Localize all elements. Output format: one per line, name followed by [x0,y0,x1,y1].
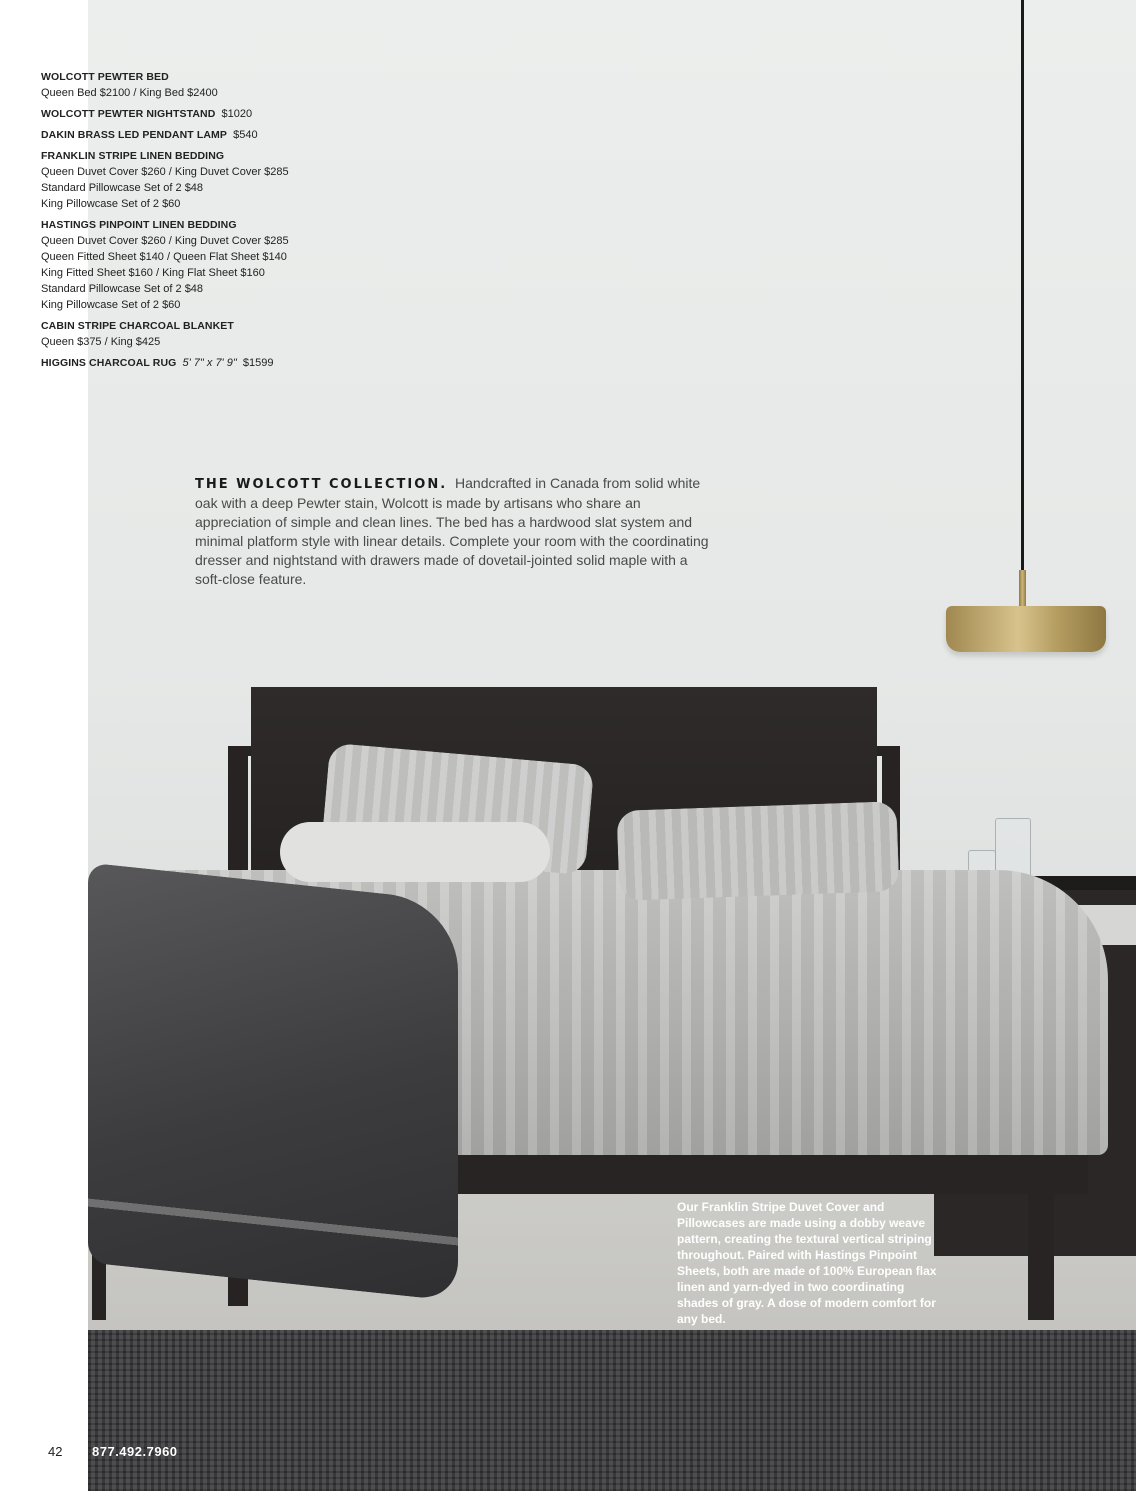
price-group [41,69,401,101]
collection-description: Handcrafted in Canada from solid white oak with a deep Pewter stain, Wolcott is made by artisans who share an appreciation of simple and clean lines. The bed has a hardwood slat system and minimal platform style with linear details. Complete your room with the coordinating dresser and nightstand with drawers made of dovetail-jointed solid maple with a soft-close feature. [195,475,709,587]
price-line: Standard Pillowcase Set of 2 $48 [41,283,204,295]
price-group [41,318,401,350]
price-line: Standard Pillowcase Set of 2 $48 [41,182,204,194]
charcoal-rug [88,1330,1136,1491]
page-number: 42 [48,1444,63,1459]
bed-leg-right [1028,1160,1054,1320]
bed-rail-left [228,746,252,756]
product-price: $1599 [242,357,274,369]
price-line: King Pillowcase Set of 2 $60 [41,299,181,311]
product-title: WOLCOTT PEWTER NIGHTSTAND [41,108,216,120]
product-price: $540 [233,129,258,141]
collection-intro [195,474,710,589]
price-list [41,69,401,376]
product-title: FRANKLIN STRIPE LINEN BEDDING [41,150,225,162]
price-group [41,355,401,371]
pendant-lamp-cord [1021,0,1024,575]
bed-rail-right [877,746,900,756]
price-line: Queen Duvet Cover $260 / King Duvet Cover $285 [41,166,289,178]
product-price: $1020 [221,108,253,120]
price-group [41,106,401,122]
photo-caption: Our Franklin Stripe Duvet Cover and Pillowcases are made using a dobby weave pattern, creating the textural vertical striping throughout. Paired with Hastings Pinpoint Sheets, both are made of 100% European flax linen and yarn-dyed in two coordinating shades of gray. A dose of modern comfort for any bed. [677,1200,937,1326]
price-line: Queen Fitted Sheet $140 / Queen Flat Sheet $140 [41,251,287,263]
price-group [41,148,401,212]
price-line: Queen Bed $2100 / King Bed $2400 [41,87,218,99]
price-line: King Pillowcase Set of 2 $60 [41,198,181,210]
pillow [617,801,900,901]
price-line: King Fitted Sheet $160 / King Flat Sheet $160 [41,267,265,279]
brass-pendant-lamp [946,606,1106,652]
collection-title: THE WOLCOTT COLLECTION. [195,477,448,492]
charcoal-blanket [88,863,458,1302]
price-group [41,127,401,143]
product-title: HASTINGS PINPOINT LINEN BEDDING [41,219,237,231]
price-line: Queen Duvet Cover $260 / King Duvet Cover $285 [41,235,289,247]
product-title: WOLCOTT PEWTER BED [41,71,169,83]
product-title: DAKIN BRASS LED PENDANT LAMP [41,129,227,141]
phone-number: 877.492.7960 [92,1444,178,1459]
price-group [41,217,401,313]
product-title: HIGGINS CHARCOAL RUG [41,357,177,369]
product-title: CABIN STRIPE CHARCOAL BLANKET [41,320,234,332]
product-size: 5' 7" x 7' 9" [182,357,237,369]
pillow [280,822,550,882]
price-line: Queen $375 / King $425 [41,336,161,348]
pendant-lamp-stem [1019,570,1026,608]
